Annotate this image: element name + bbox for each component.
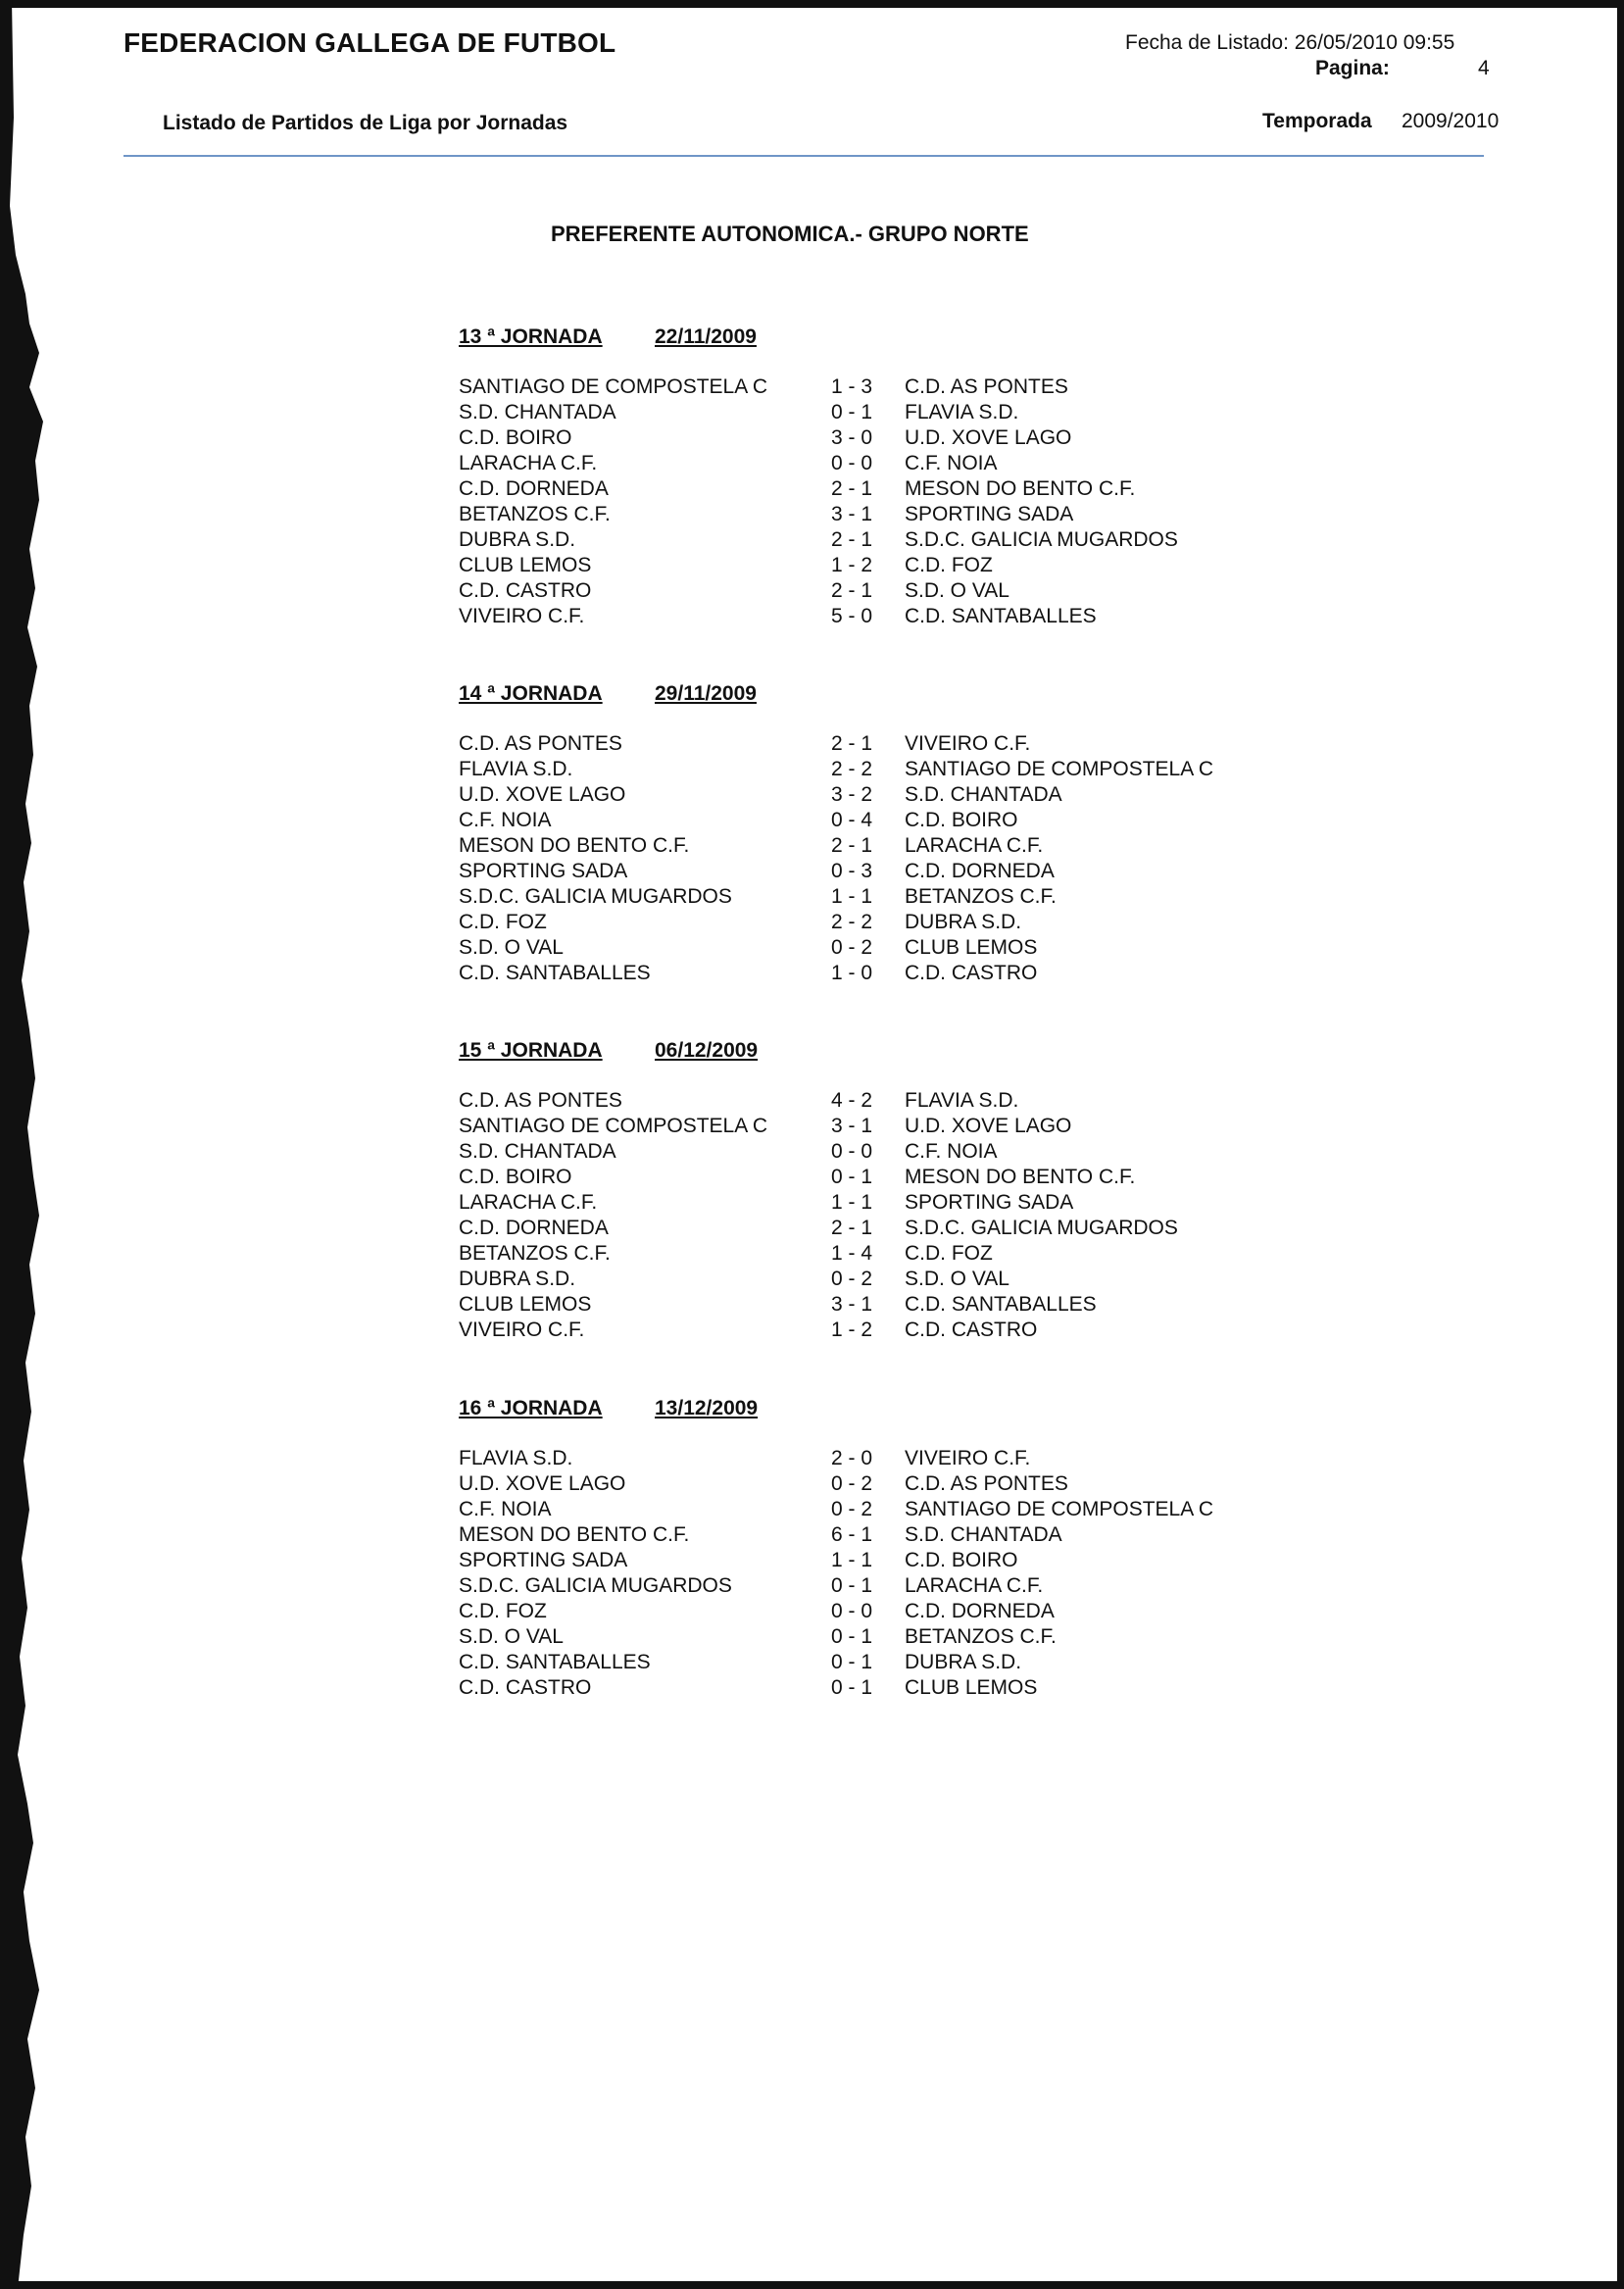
away-team: S.D.C. GALICIA MUGARDOS bbox=[905, 1217, 1178, 1239]
match-row bbox=[459, 1267, 1262, 1292]
away-team: MESON DO BENTO C.F. bbox=[905, 477, 1136, 500]
home-team: LARACHA C.F. bbox=[459, 452, 598, 474]
match-row bbox=[459, 1675, 1262, 1701]
jornada-date: 29/11/2009 bbox=[655, 682, 757, 705]
match-score: 1 - 2 bbox=[831, 1319, 873, 1341]
away-team: VIVEIRO C.F. bbox=[905, 732, 1031, 755]
home-team: VIVEIRO C.F. bbox=[459, 1319, 585, 1341]
home-team: U.D. XOVE LAGO bbox=[459, 783, 626, 806]
away-team: S.D.C. GALICIA MUGARDOS bbox=[905, 528, 1178, 551]
match-row bbox=[459, 833, 1262, 859]
match-score: 2 - 2 bbox=[831, 758, 873, 780]
match-row bbox=[459, 1471, 1262, 1497]
jornada-section bbox=[459, 682, 1262, 986]
away-team: MESON DO BENTO C.F. bbox=[905, 1166, 1136, 1188]
match-score: 0 - 0 bbox=[831, 452, 873, 474]
home-team: C.D. CASTRO bbox=[459, 579, 592, 602]
home-team: SANTIAGO DE COMPOSTELA C bbox=[459, 375, 768, 398]
home-team: CLUB LEMOS bbox=[459, 554, 592, 576]
match-list bbox=[459, 1446, 1262, 1701]
home-team: U.D. XOVE LAGO bbox=[459, 1472, 626, 1495]
match-score: 2 - 2 bbox=[831, 911, 873, 933]
jornada-label: 16 ª JORNADA bbox=[459, 1397, 603, 1419]
match-row bbox=[459, 1650, 1262, 1675]
home-team: C.D. AS PONTES bbox=[459, 1089, 622, 1112]
match-row bbox=[459, 425, 1262, 451]
match-score: 2 - 1 bbox=[831, 477, 873, 500]
away-team: C.F. NOIA bbox=[905, 1140, 998, 1163]
jornada-section bbox=[459, 325, 1262, 629]
match-score: 0 - 1 bbox=[831, 1651, 873, 1673]
away-team: SPORTING SADA bbox=[905, 1191, 1074, 1214]
match-row bbox=[459, 1624, 1262, 1650]
home-team: MESON DO BENTO C.F. bbox=[459, 834, 690, 857]
match-score: 1 - 1 bbox=[831, 1191, 873, 1214]
away-team: S.D. O VAL bbox=[905, 1268, 1009, 1290]
match-row bbox=[459, 782, 1262, 808]
away-team: U.D. XOVE LAGO bbox=[905, 1115, 1072, 1137]
match-score: 3 - 1 bbox=[831, 1293, 873, 1316]
match-row bbox=[459, 910, 1262, 935]
match-row bbox=[459, 1573, 1262, 1599]
match-row bbox=[459, 859, 1262, 884]
match-score: 5 - 0 bbox=[831, 605, 873, 627]
home-team: C.D. DORNEDA bbox=[459, 1217, 609, 1239]
match-score: 2 - 1 bbox=[831, 1217, 873, 1239]
match-score: 1 - 2 bbox=[831, 554, 873, 576]
match-score: 0 - 2 bbox=[831, 1472, 873, 1495]
list-title: Listado de Partidos de Liga por Jornadas bbox=[163, 112, 568, 134]
home-team: S.D. CHANTADA bbox=[459, 401, 616, 423]
home-team: FLAVIA S.D. bbox=[459, 1447, 573, 1469]
away-team: FLAVIA S.D. bbox=[905, 1089, 1019, 1112]
home-team: C.D. BOIRO bbox=[459, 426, 572, 449]
away-team: U.D. XOVE LAGO bbox=[905, 426, 1072, 449]
match-row bbox=[459, 1318, 1262, 1343]
home-team: DUBRA S.D. bbox=[459, 1268, 576, 1290]
match-score: 0 - 3 bbox=[831, 860, 873, 882]
away-team: C.D. AS PONTES bbox=[905, 375, 1068, 398]
jornada-date: 06/12/2009 bbox=[655, 1039, 759, 1062]
page-label: Pagina: bbox=[1315, 57, 1390, 79]
away-team: BETANZOS C.F. bbox=[905, 885, 1057, 908]
home-team: MESON DO BENTO C.F. bbox=[459, 1523, 690, 1546]
match-score: 3 - 1 bbox=[831, 503, 873, 525]
jornada-date: 13/12/2009 bbox=[655, 1397, 759, 1419]
match-row bbox=[459, 374, 1262, 400]
match-score: 3 - 1 bbox=[831, 1115, 873, 1137]
match-score: 1 - 1 bbox=[831, 885, 873, 908]
home-team: C.D. SANTABALLES bbox=[459, 1651, 651, 1673]
jornada-section bbox=[459, 1397, 1262, 1701]
home-team: BETANZOS C.F. bbox=[459, 503, 611, 525]
home-team: S.D. O VAL bbox=[459, 1625, 564, 1648]
match-row bbox=[459, 1241, 1262, 1267]
match-score: 1 - 0 bbox=[831, 962, 873, 984]
away-team: S.D. CHANTADA bbox=[905, 783, 1062, 806]
match-row bbox=[459, 935, 1262, 961]
match-list bbox=[459, 731, 1262, 986]
jornada-header bbox=[459, 1039, 1262, 1065]
home-team: C.F. NOIA bbox=[459, 809, 552, 831]
match-row bbox=[459, 451, 1262, 476]
home-team: C.D. FOZ bbox=[459, 911, 547, 933]
match-row bbox=[459, 553, 1262, 578]
match-list bbox=[459, 374, 1262, 629]
match-score: 0 - 4 bbox=[831, 809, 873, 831]
match-score: 4 - 2 bbox=[831, 1089, 873, 1112]
match-row bbox=[459, 1139, 1262, 1165]
match-row bbox=[459, 757, 1262, 782]
home-team: C.D. AS PONTES bbox=[459, 732, 622, 755]
away-team: C.D. BOIRO bbox=[905, 809, 1018, 831]
away-team: BETANZOS C.F. bbox=[905, 1625, 1057, 1648]
home-team: C.D. SANTABALLES bbox=[459, 962, 651, 984]
home-team: S.D. O VAL bbox=[459, 936, 564, 959]
away-team: SANTIAGO DE COMPOSTELA C bbox=[905, 758, 1214, 780]
match-row bbox=[459, 1190, 1262, 1216]
page-number: 4 bbox=[1478, 57, 1490, 79]
match-row bbox=[459, 527, 1262, 553]
match-row bbox=[459, 808, 1262, 833]
away-team: SPORTING SADA bbox=[905, 503, 1074, 525]
away-team: C.D. CASTRO bbox=[905, 962, 1038, 984]
home-team: C.D. BOIRO bbox=[459, 1166, 572, 1188]
match-score: 6 - 1 bbox=[831, 1523, 873, 1546]
match-row bbox=[459, 502, 1262, 527]
match-row bbox=[459, 1216, 1262, 1241]
list-date: Fecha de Listado: 26/05/2010 09:55 bbox=[1125, 31, 1455, 54]
away-team: C.D. FOZ bbox=[905, 1242, 993, 1265]
division-title: PREFERENTE AUTONOMICA.- GRUPO NORTE bbox=[551, 222, 1029, 246]
match-row bbox=[459, 476, 1262, 502]
away-team: DUBRA S.D. bbox=[905, 911, 1022, 933]
match-score: 3 - 0 bbox=[831, 426, 873, 449]
jornada-label: 14 ª JORNADA bbox=[459, 682, 603, 705]
away-team: CLUB LEMOS bbox=[905, 1676, 1038, 1699]
home-team: LARACHA C.F. bbox=[459, 1191, 598, 1214]
match-row bbox=[459, 884, 1262, 910]
match-row bbox=[459, 1292, 1262, 1318]
away-team: LARACHA C.F. bbox=[905, 834, 1044, 857]
match-score: 0 - 2 bbox=[831, 1498, 873, 1520]
match-row bbox=[459, 1114, 1262, 1139]
match-score: 3 - 2 bbox=[831, 783, 873, 806]
away-team: C.D. CASTRO bbox=[905, 1319, 1038, 1341]
match-score: 1 - 3 bbox=[831, 375, 873, 398]
home-team: VIVEIRO C.F. bbox=[459, 605, 585, 627]
match-row bbox=[459, 578, 1262, 604]
season-value: 2009/2010 bbox=[1402, 110, 1500, 132]
match-score: 2 - 1 bbox=[831, 579, 873, 602]
away-team: C.D. FOZ bbox=[905, 554, 993, 576]
away-team: SANTIAGO DE COMPOSTELA C bbox=[905, 1498, 1214, 1520]
home-team: DUBRA S.D. bbox=[459, 528, 576, 551]
jornada-date: 22/11/2009 bbox=[655, 325, 757, 348]
home-team: S.D.C. GALICIA MUGARDOS bbox=[459, 1574, 732, 1597]
match-row bbox=[459, 1165, 1262, 1190]
jornada-section bbox=[459, 1039, 1262, 1343]
jornada-label: 15 ª JORNADA bbox=[459, 1039, 603, 1062]
home-team: C.D. CASTRO bbox=[459, 1676, 592, 1699]
match-score: 2 - 0 bbox=[831, 1447, 873, 1469]
match-score: 2 - 1 bbox=[831, 834, 873, 857]
away-team: VIVEIRO C.F. bbox=[905, 1447, 1031, 1469]
away-team: C.D. SANTABALLES bbox=[905, 605, 1097, 627]
match-score: 2 - 1 bbox=[831, 732, 873, 755]
jornada-header bbox=[459, 325, 1262, 351]
match-score: 1 - 4 bbox=[831, 1242, 873, 1265]
match-row bbox=[459, 604, 1262, 629]
match-score: 0 - 1 bbox=[831, 1676, 873, 1699]
away-team: C.D. DORNEDA bbox=[905, 860, 1055, 882]
match-row bbox=[459, 1446, 1262, 1471]
home-team: C.D. FOZ bbox=[459, 1600, 547, 1622]
jornada-header bbox=[459, 682, 1262, 708]
match-score: 1 - 1 bbox=[831, 1549, 873, 1571]
match-score: 0 - 2 bbox=[831, 936, 873, 959]
home-team: C.D. DORNEDA bbox=[459, 477, 609, 500]
jornada-label: 13 ª JORNADA bbox=[459, 325, 603, 348]
match-score: 0 - 1 bbox=[831, 1625, 873, 1648]
match-row bbox=[459, 1497, 1262, 1522]
away-team: C.D. SANTABALLES bbox=[905, 1293, 1097, 1316]
match-score: 0 - 1 bbox=[831, 401, 873, 423]
away-team: C.D. BOIRO bbox=[905, 1549, 1018, 1571]
home-team: SANTIAGO DE COMPOSTELA C bbox=[459, 1115, 768, 1137]
home-team: SPORTING SADA bbox=[459, 860, 628, 882]
match-row bbox=[459, 731, 1262, 757]
match-score: 0 - 0 bbox=[831, 1140, 873, 1163]
away-team: S.D. CHANTADA bbox=[905, 1523, 1062, 1546]
season-label: Temporada bbox=[1262, 110, 1372, 132]
away-team: DUBRA S.D. bbox=[905, 1651, 1022, 1673]
match-score: 0 - 2 bbox=[831, 1268, 873, 1290]
home-team: C.F. NOIA bbox=[459, 1498, 552, 1520]
jornada-header bbox=[459, 1397, 1262, 1422]
away-team: C.D. DORNEDA bbox=[905, 1600, 1055, 1622]
away-team: CLUB LEMOS bbox=[905, 936, 1038, 959]
match-row bbox=[459, 1522, 1262, 1548]
match-row bbox=[459, 961, 1262, 986]
match-score: 2 - 1 bbox=[831, 528, 873, 551]
match-score: 0 - 1 bbox=[831, 1574, 873, 1597]
match-row bbox=[459, 1088, 1262, 1114]
home-team: BETANZOS C.F. bbox=[459, 1242, 611, 1265]
home-team: S.D. CHANTADA bbox=[459, 1140, 616, 1163]
header-divider bbox=[123, 155, 1484, 157]
match-row bbox=[459, 1548, 1262, 1573]
home-team: SPORTING SADA bbox=[459, 1549, 628, 1571]
org-title: FEDERACION GALLEGA DE FUTBOL bbox=[123, 27, 616, 58]
away-team: C.F. NOIA bbox=[905, 452, 998, 474]
away-team: S.D. O VAL bbox=[905, 579, 1009, 602]
away-team: C.D. AS PONTES bbox=[905, 1472, 1068, 1495]
match-score: 0 - 1 bbox=[831, 1166, 873, 1188]
match-list bbox=[459, 1088, 1262, 1343]
home-team: CLUB LEMOS bbox=[459, 1293, 592, 1316]
home-team: FLAVIA S.D. bbox=[459, 758, 573, 780]
home-team: S.D.C. GALICIA MUGARDOS bbox=[459, 885, 732, 908]
match-row bbox=[459, 400, 1262, 425]
away-team: LARACHA C.F. bbox=[905, 1574, 1044, 1597]
away-team: FLAVIA S.D. bbox=[905, 401, 1019, 423]
match-score: 0 - 0 bbox=[831, 1600, 873, 1622]
match-row bbox=[459, 1599, 1262, 1624]
